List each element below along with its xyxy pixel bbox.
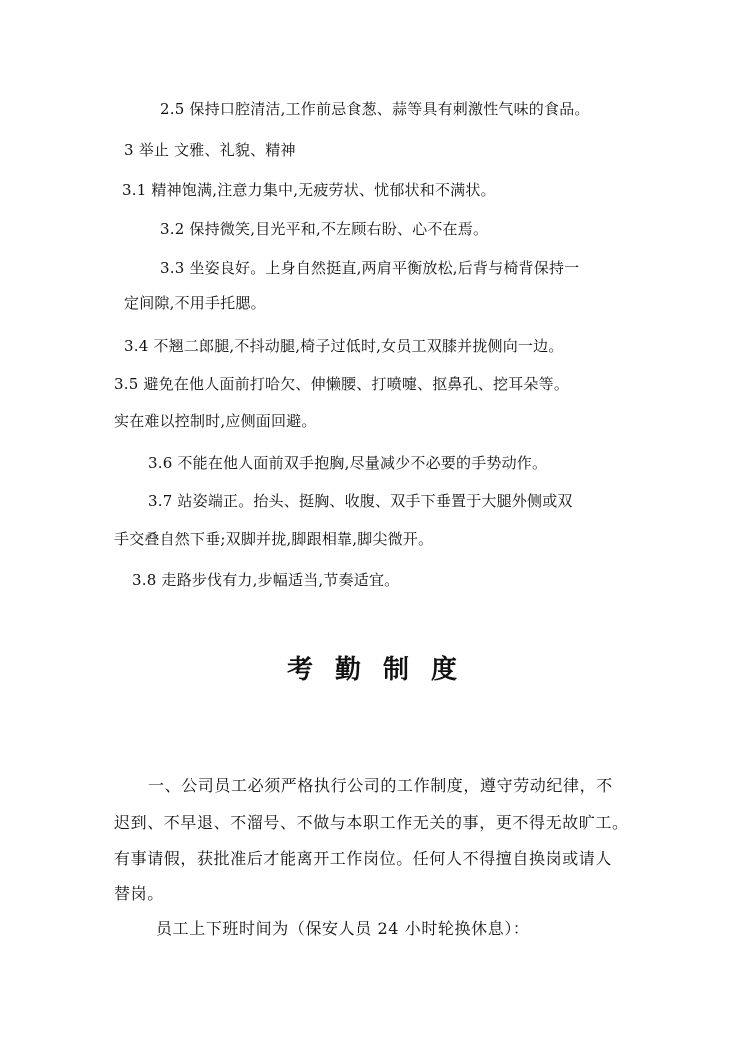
attendance-paragraph-1-line2: 迟到、不早退、不溜号、不做与本职工作无关的事，更不得无故旷工。: [114, 813, 629, 832]
paragraph-3-4: 3.4 不翘二郎腿,不抖动腿,椅子过低时,女员工双膝并拢侧向一边。: [124, 337, 564, 355]
paragraph-3-3-line1: 3.3 坐姿良好。上身自然挺直,两肩平衡放松,后背与椅背保持一: [160, 259, 580, 277]
attendance-paragraph-2: 员工上下班时间为（保安人员 24 小时轮换休息）：: [156, 919, 530, 938]
paragraph-3-1: 3.1 精神饱满,注意力集中,无疲劳状、忧郁状和不满状。: [122, 181, 496, 199]
attendance-paragraph-1-line4: 替岗。: [114, 884, 164, 903]
attendance-paragraph-1-line1: 一、公司员工必须严格执行公司的工作制度，遵守劳动纪律，不: [148, 776, 613, 795]
paragraph-3-5-line2: 实在难以控制时,应侧面回避。: [114, 412, 317, 430]
paragraph-3-6: 3.6 不能在他人面前双手抱胸,尽量减少不必要的手势动作。: [148, 454, 548, 472]
paragraph-3-3-line2: 定间隙,不用手托腮。: [124, 294, 266, 312]
paragraph-3-2: 3.2 保持微笑,目光平和,不左顾右盼、心不在焉。: [160, 220, 489, 238]
paragraph-3-5-line1: 3.5 避免在他人面前打哈欠、伸懒腰、打喷嚏、抠鼻孔、挖耳朵等。: [114, 375, 570, 393]
paragraph-3-7-line1: 3.7 站姿端正。抬头、挺胸、收腹、双手下垂置于大腿外侧或双: [148, 492, 573, 510]
attendance-title: 考勤制度: [286, 655, 479, 685]
paragraph-3-7-line2: 手交叠自然下垂;双脚并拢,脚跟相靠,脚尖微开。: [114, 530, 434, 548]
paragraph-3-8: 3.8 走路步伐有力,步幅适当,节奏适宜。: [132, 571, 400, 589]
paragraph-2-5: 2.5 保持口腔清洁,工作前忌食葱、蒜等具有刺激性气味的食品。: [160, 100, 590, 118]
heading-3-conduct: 3 举止 文雅、礼貌、精神: [124, 141, 296, 159]
attendance-paragraph-1-line3: 有事请假，获批准后才能离开工作岗位。任何人不得擅自换岗或请人: [114, 849, 613, 868]
